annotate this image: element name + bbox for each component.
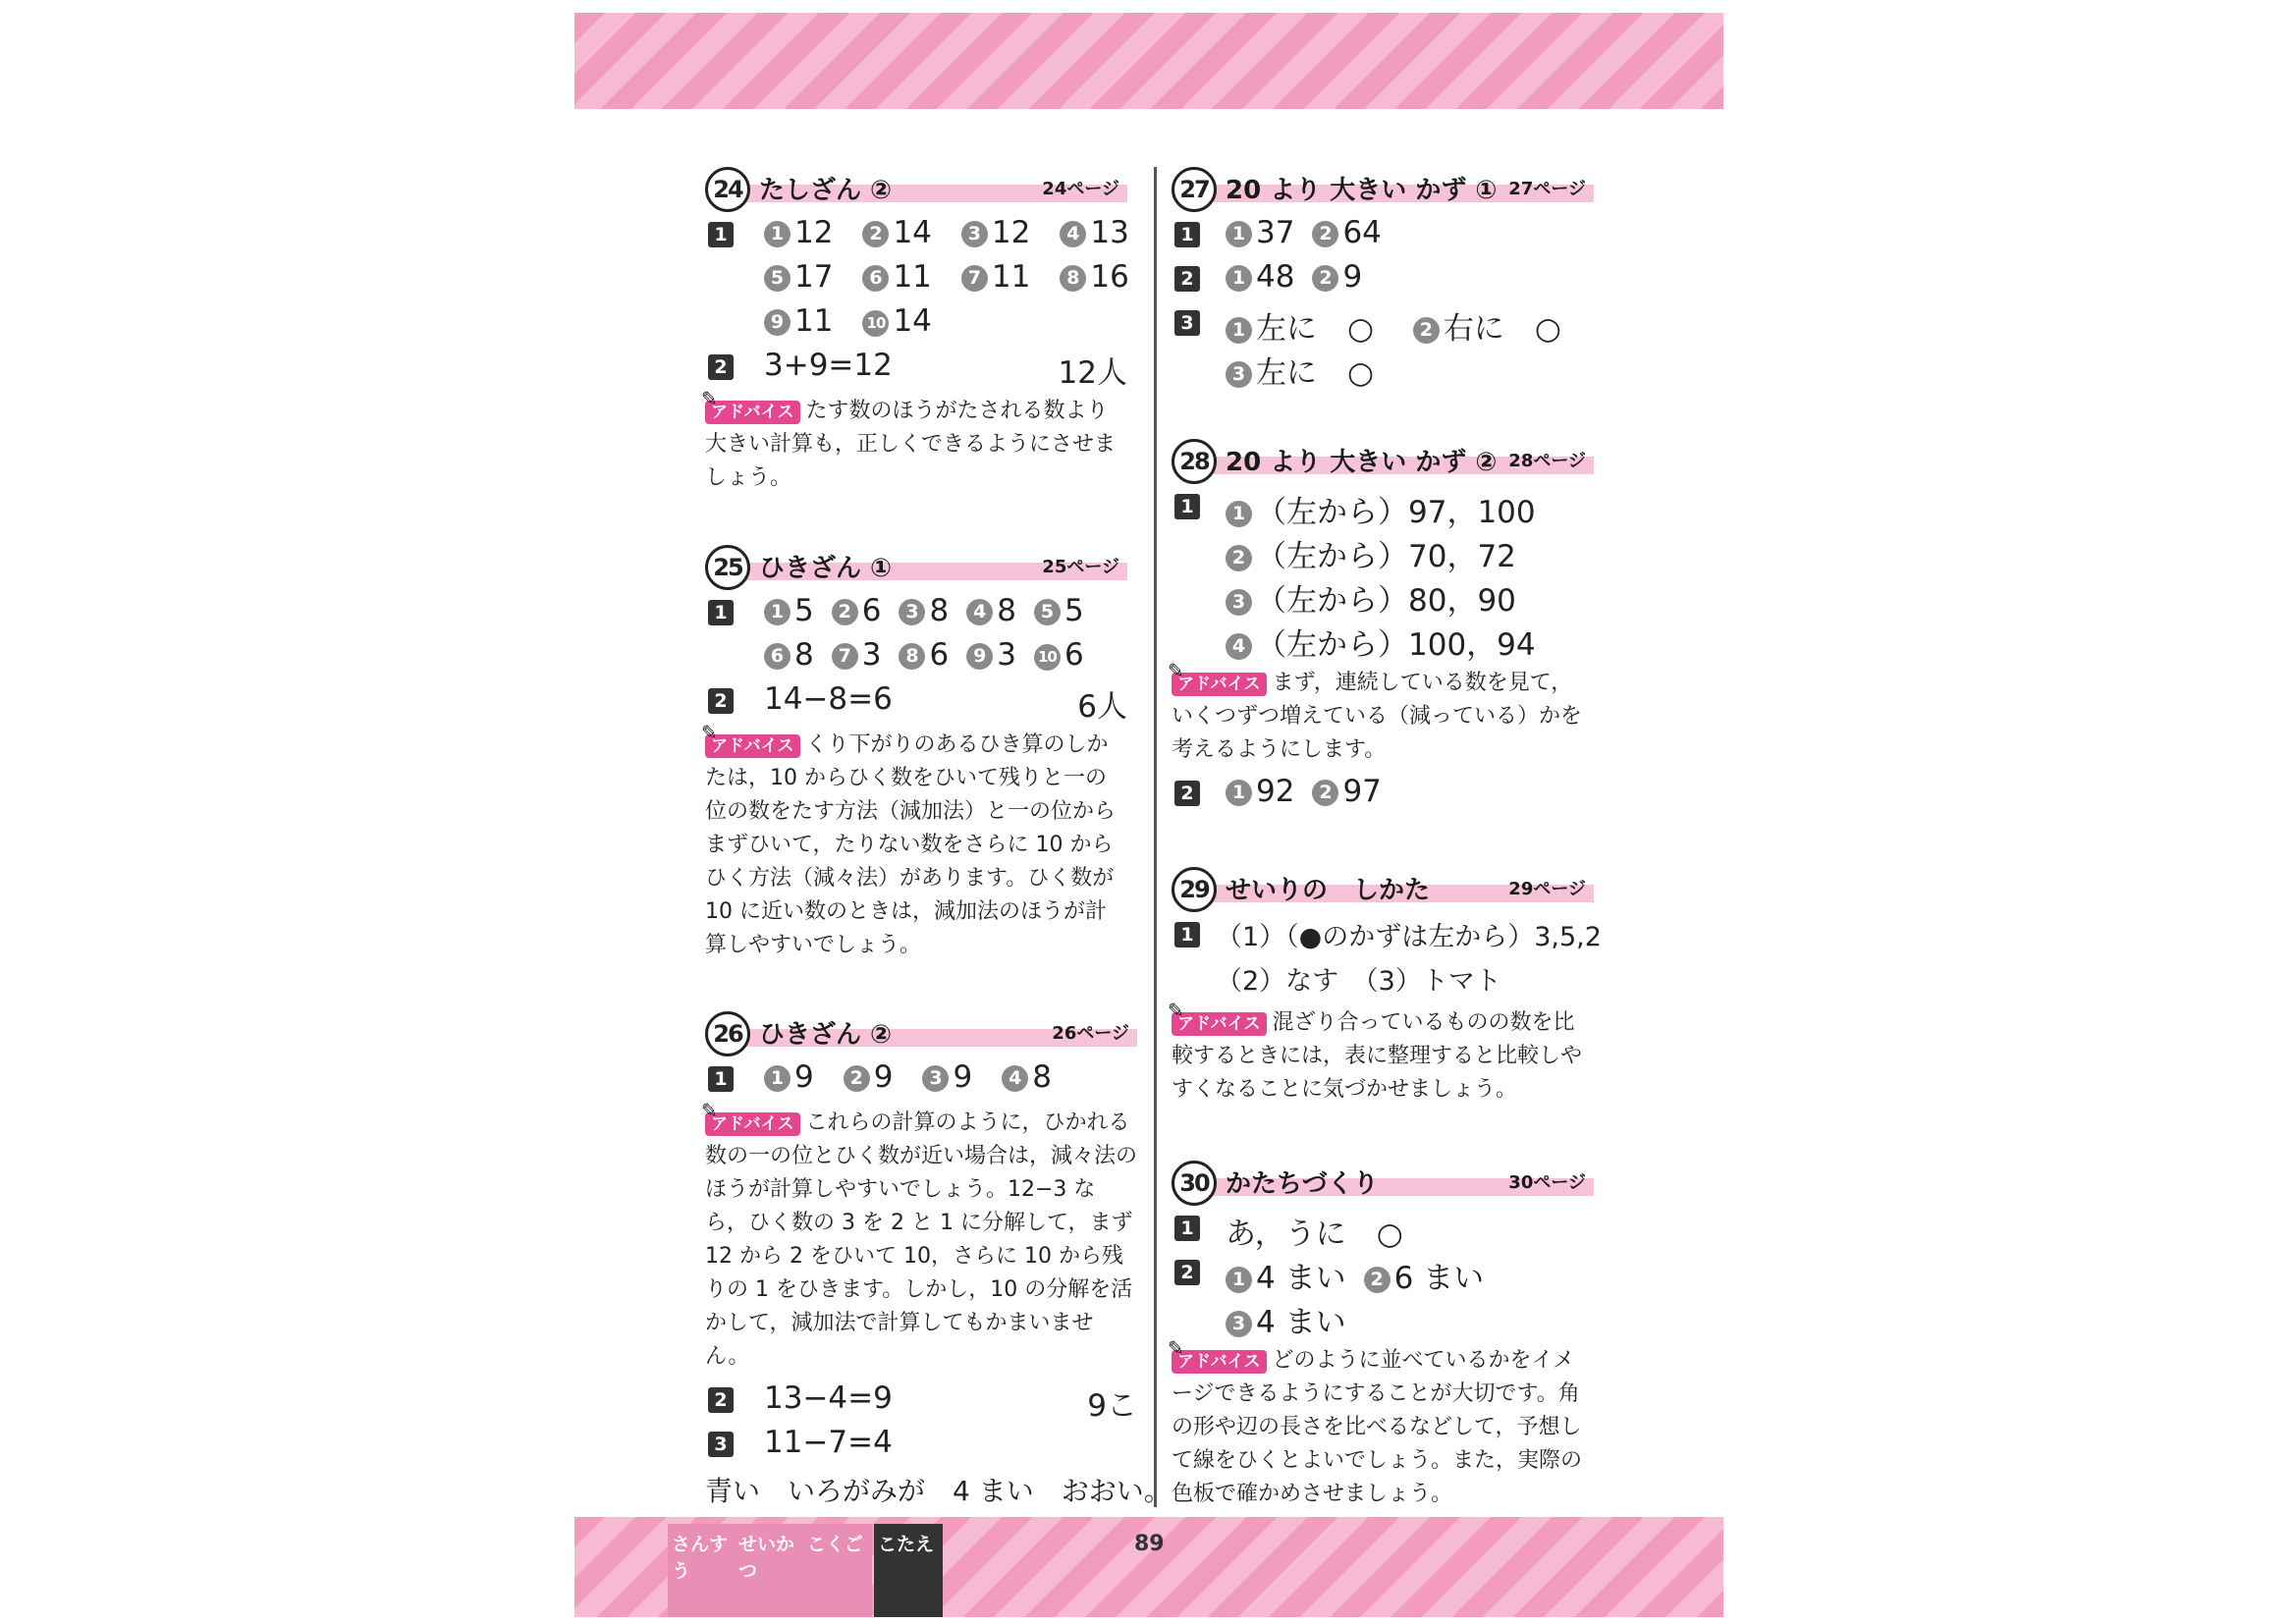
answer-list <box>764 637 1102 673</box>
section-27 <box>1172 167 1594 391</box>
answer-value: 5 <box>1063 593 1084 628</box>
answer-value: （左から）70，72 <box>1256 539 1516 574</box>
question-number-box: 2 <box>1174 781 1200 806</box>
section-number: 29 <box>1172 867 1217 912</box>
answer-value: 9 <box>953 1059 973 1095</box>
expression: 13−4=9 <box>764 1380 893 1416</box>
answer-row <box>705 592 1127 636</box>
answer-pair <box>1226 348 1374 392</box>
answer-row <box>1172 958 1594 1002</box>
question-number-box: 1 <box>1174 922 1200 947</box>
advice-block <box>705 395 1127 495</box>
answer-sentence: 青い いろがみが 4 まい おおい。 <box>705 1475 1172 1507</box>
advice-block <box>1172 667 1594 767</box>
answer-value: 9 <box>794 1059 814 1095</box>
answer-row <box>1172 773 1594 817</box>
section-25 <box>705 545 1127 962</box>
advice-tag: ✎ アドバイス <box>705 1112 800 1136</box>
section-title: せいりの しかた <box>1226 876 1431 905</box>
section-title: かたちづくり <box>1226 1169 1379 1199</box>
answer-value: 8 <box>1032 1059 1052 1095</box>
answer-value: 11 <box>893 259 932 295</box>
circled-number: 3 <box>1226 361 1252 388</box>
advice-tag: ✎ アドバイス <box>1172 1012 1267 1036</box>
advice-block <box>1172 1006 1594 1107</box>
circled-number: 4 <box>1226 633 1252 660</box>
section-title: ひきざん ② <box>759 1020 893 1050</box>
question-number-box: 1 <box>1174 1216 1200 1241</box>
answer-row <box>1172 1296 1594 1340</box>
circled-number: 1 <box>764 221 791 247</box>
answer-row <box>705 1058 1137 1103</box>
advice-tag: ✎ アドバイス <box>1172 673 1267 696</box>
answer-value: 11 <box>991 259 1031 295</box>
answer-value: 8 <box>794 637 814 673</box>
section-header <box>705 167 1127 212</box>
answer-row <box>1172 530 1594 574</box>
answer-list <box>764 1059 1081 1095</box>
tab-japanese[interactable]: こくご <box>803 1524 872 1617</box>
answer-list <box>1226 259 1380 295</box>
answer-line <box>1226 575 1516 620</box>
section-number: 27 <box>1172 167 1217 212</box>
answer-line <box>1226 531 1516 575</box>
circled-number: 2 <box>1413 317 1440 344</box>
section-header <box>1172 1161 1594 1206</box>
answer-row <box>705 636 1127 680</box>
answer-value: 48 <box>1256 259 1295 295</box>
question-number-box: 2 <box>708 354 734 380</box>
question-number-box: 3 <box>1174 310 1200 336</box>
answer-row <box>1172 214 1594 258</box>
answer-value: （左から）100，94 <box>1256 627 1536 663</box>
section-page-ref: 28ページ <box>1508 451 1586 471</box>
answer-value: 37 <box>1256 215 1295 250</box>
answer-row <box>1172 574 1594 619</box>
advice-text: まず，連続している数を見て，いくつずつ増えている（減っている）かを考えるようにします。 <box>1172 671 1583 762</box>
column-divider <box>1154 167 1157 1507</box>
answer-value: 16 <box>1090 259 1129 295</box>
section-number: 26 <box>705 1011 750 1056</box>
circled-number: 9 <box>764 309 791 336</box>
circled-number: 7 <box>961 265 988 292</box>
circled-number: 2 <box>1364 1267 1390 1293</box>
circled-number: 2 <box>1312 265 1338 292</box>
answer-line <box>1226 620 1536 664</box>
advice-block <box>705 1107 1137 1374</box>
answer-list <box>1226 774 1399 809</box>
advice-tag: ✎ アドバイス <box>705 734 800 758</box>
advice-tag: ✎ アドバイス <box>705 401 800 424</box>
answer-row <box>705 347 1127 391</box>
circled-number: 9 <box>966 643 993 670</box>
answer-line: （1）（●のかずは左から）3,5,2 <box>1216 922 1602 952</box>
answer-value: 6 <box>1063 637 1084 673</box>
circled-number: 1 <box>1226 1267 1252 1293</box>
circled-number: 1 <box>764 1065 791 1092</box>
tab-life[interactable]: せいかつ <box>735 1524 803 1617</box>
section-page-ref: 30ページ <box>1508 1172 1586 1193</box>
section-28 <box>1172 439 1594 817</box>
section-26 <box>705 1011 1172 1512</box>
circled-number: 3 <box>922 1065 949 1092</box>
advice-text: くり下がりのあるひき算のしかたは，10 からひく数をひいて残りと一の位の数をたす方法（減加法）と一の位からまずひいて，たりない数をさらに 10 からひく方法（減々法）があります。ひく数が 10 に近い数のときは，減加法のほうが計算しやすいでしょう。 <box>705 732 1117 957</box>
circled-number: 6 <box>862 265 889 292</box>
circled-number: 5 <box>764 265 791 292</box>
answer-list <box>764 259 1159 295</box>
answer-value: 14 <box>893 303 932 339</box>
section-header <box>1172 167 1594 212</box>
answer-value: 6 まい <box>1393 1261 1485 1296</box>
answer-value: 6 <box>861 593 882 628</box>
answer-value: 8 <box>997 593 1016 628</box>
answer-list <box>1226 1253 1501 1297</box>
circled-number: 2 <box>844 1065 870 1092</box>
section-number: 28 <box>1172 439 1217 484</box>
answer-sentence-row <box>705 1468 1172 1512</box>
section-page-ref: 24ページ <box>1042 179 1119 199</box>
answer-row <box>1172 1208 1594 1252</box>
section-number: 25 <box>705 545 750 590</box>
circled-number: 4 <box>1002 1065 1028 1092</box>
section-title: 20 より 大きい かず ② <box>1226 448 1498 477</box>
answer-value: 14 <box>893 215 932 250</box>
answer-value: （左から）97，100 <box>1256 495 1536 530</box>
answer-value: 9 <box>873 1059 894 1095</box>
section-30 <box>1172 1161 1594 1511</box>
circled-number: 2 <box>832 599 858 625</box>
circled-number: 1 <box>1226 317 1252 344</box>
answer-row <box>1172 258 1594 302</box>
question-number-box: 2 <box>1174 1260 1200 1285</box>
circled-number: 8 <box>1060 265 1086 292</box>
answer-value: あ，うに ○ <box>1226 1217 1403 1252</box>
section-page-ref: 26ページ <box>1052 1023 1129 1044</box>
answer-value: 12 <box>794 215 834 250</box>
section-number: 24 <box>705 167 750 212</box>
circled-number: 8 <box>899 643 925 670</box>
circled-number: 2 <box>862 221 889 247</box>
question-number-box: 2 <box>1174 266 1200 292</box>
answer-value: 3 <box>997 637 1016 673</box>
answer-row <box>1172 347 1594 391</box>
answer-row <box>705 258 1127 302</box>
section-page-ref: 29ページ <box>1508 879 1586 899</box>
section-header <box>1172 867 1594 912</box>
answer-value: 6 <box>929 637 950 673</box>
question-number-box: 1 <box>708 222 734 247</box>
question-number-box: 2 <box>708 1387 734 1413</box>
section-header <box>705 1011 1137 1056</box>
answer-value: 13 <box>1090 215 1129 250</box>
expression: 3+9=12 <box>764 348 893 383</box>
circled-number: 7 <box>832 643 858 670</box>
answer-value: 右に ○ <box>1443 311 1561 347</box>
page-number: 89 <box>1134 1532 1165 1556</box>
section-title: ひきざん ① <box>759 554 893 583</box>
circled-number: 3 <box>899 599 925 625</box>
answer-row <box>705 302 1127 347</box>
answer-list <box>1226 1297 1376 1341</box>
answer-value: 97 <box>1342 774 1382 809</box>
circled-number: 1 <box>1226 780 1252 806</box>
answer-list <box>764 215 1159 250</box>
answer-value: 8 <box>929 593 950 628</box>
section-title: たしざん ② <box>759 176 893 205</box>
answer-list <box>1226 215 1399 250</box>
answer-value: （左から）80，90 <box>1256 583 1516 619</box>
answer-row <box>1172 1252 1594 1296</box>
answer-value: 4 まい <box>1256 1261 1346 1296</box>
answer-value: 17 <box>794 259 834 295</box>
answer-value: 12人 <box>1058 355 1127 391</box>
circled-number: 10 <box>1034 644 1061 671</box>
advice-text: これらの計算のように，ひかれる数の一の位とひく数が近い場合は，減々法のほうが計算しやすいでしょう。12−3 なら，ひく数の 3 を 2 と 1 に分解して，まず 12 から 2 をひいて 10，さらに 10 から残りの 1 をひきます。しかし，10 の分解を活かして，減加法で計算してもかまいません。 <box>705 1110 1138 1369</box>
answer-value: 3 <box>861 637 882 673</box>
question-number-box: 1 <box>708 600 734 625</box>
answer-row <box>1172 914 1602 958</box>
question-number-box: 1 <box>1174 222 1200 247</box>
expression: 14−8=6 <box>764 681 893 717</box>
circled-number: 1 <box>1226 221 1252 247</box>
answer-value: 4 まい <box>1256 1305 1346 1340</box>
circled-number: 2 <box>1312 221 1338 247</box>
circled-number: 1 <box>1226 265 1252 292</box>
answer-list <box>764 303 961 339</box>
circled-number: 4 <box>1060 221 1086 247</box>
circled-number: 3 <box>1226 589 1252 616</box>
circled-number: 1 <box>764 599 791 625</box>
question-number-box: 1 <box>1174 494 1200 519</box>
circled-number: 1 <box>1226 501 1252 527</box>
answer-value: 5 <box>794 593 814 628</box>
section-title: 20 より 大きい かず ① <box>1226 176 1498 205</box>
question-number-box: 2 <box>708 688 734 714</box>
answer-value: 12 <box>991 215 1031 250</box>
answer-value: 左に ○ <box>1256 355 1375 391</box>
section-number: 30 <box>1172 1161 1217 1206</box>
answer-value: 92 <box>1256 774 1295 809</box>
answer-list <box>764 593 1102 628</box>
top-decorative-band <box>574 13 1723 109</box>
section-header <box>1172 439 1594 484</box>
answer-row <box>705 680 1127 725</box>
answer-row <box>1172 486 1594 530</box>
tab-math[interactable]: さんすう <box>668 1524 736 1617</box>
answer-line: （2）なす （3）トマト <box>1216 966 1501 997</box>
section-page-ref: 25ページ <box>1042 557 1119 577</box>
answer-line <box>1226 487 1536 531</box>
tab-answers[interactable]: こたえ <box>874 1524 943 1617</box>
advice-block <box>1172 1344 1594 1511</box>
section-24 <box>705 167 1127 495</box>
advice-text: どのように並べているかをイメージできるようにすることが大切です。角の形や辺の長さを比べるなどして，予想して線をひくとよいでしょう。また，実際の色板で確かめさせましょう。 <box>1172 1348 1583 1506</box>
section-29 <box>1172 867 1602 1107</box>
circled-number: 10 <box>862 310 889 337</box>
answer-value: 64 <box>1342 215 1382 250</box>
answer-row <box>1172 619 1594 663</box>
circled-number: 4 <box>966 599 993 625</box>
answer-value: 6人 <box>1077 689 1127 725</box>
question-number-box: 1 <box>708 1066 734 1092</box>
advice-text: 混ざり合っているものの数を比較するときには，表に整理すると比較しやすくなることに気づかせましょう。 <box>1172 1010 1583 1102</box>
advice-text: たす数のほうがたされる数より大きい計算も，正しくできるようにさせましょう。 <box>705 399 1117 490</box>
answer-pair <box>1226 303 1561 348</box>
circled-number: 2 <box>1312 780 1338 806</box>
answer-row <box>705 214 1127 258</box>
circled-number: 6 <box>764 643 791 670</box>
answer-row <box>1172 302 1594 347</box>
expression: 11−7=4 <box>764 1425 893 1460</box>
section-page-ref: 27ページ <box>1508 179 1586 199</box>
answer-value: 9 <box>1342 259 1363 295</box>
answer-row <box>705 1424 1137 1468</box>
section-header <box>705 545 1127 590</box>
advice-tag: ✎ アドバイス <box>1172 1350 1267 1374</box>
circled-number: 3 <box>1226 1311 1252 1337</box>
answer-value: 9こ <box>1087 1388 1137 1424</box>
answer-value: 左に ○ <box>1256 311 1375 347</box>
question-number-box: 3 <box>708 1432 734 1457</box>
circled-number: 2 <box>1226 545 1252 571</box>
answer-row <box>705 1380 1137 1424</box>
advice-block <box>705 729 1127 962</box>
answer-value: 11 <box>794 303 834 339</box>
circled-number: 5 <box>1034 599 1061 625</box>
circled-number: 3 <box>961 221 988 247</box>
